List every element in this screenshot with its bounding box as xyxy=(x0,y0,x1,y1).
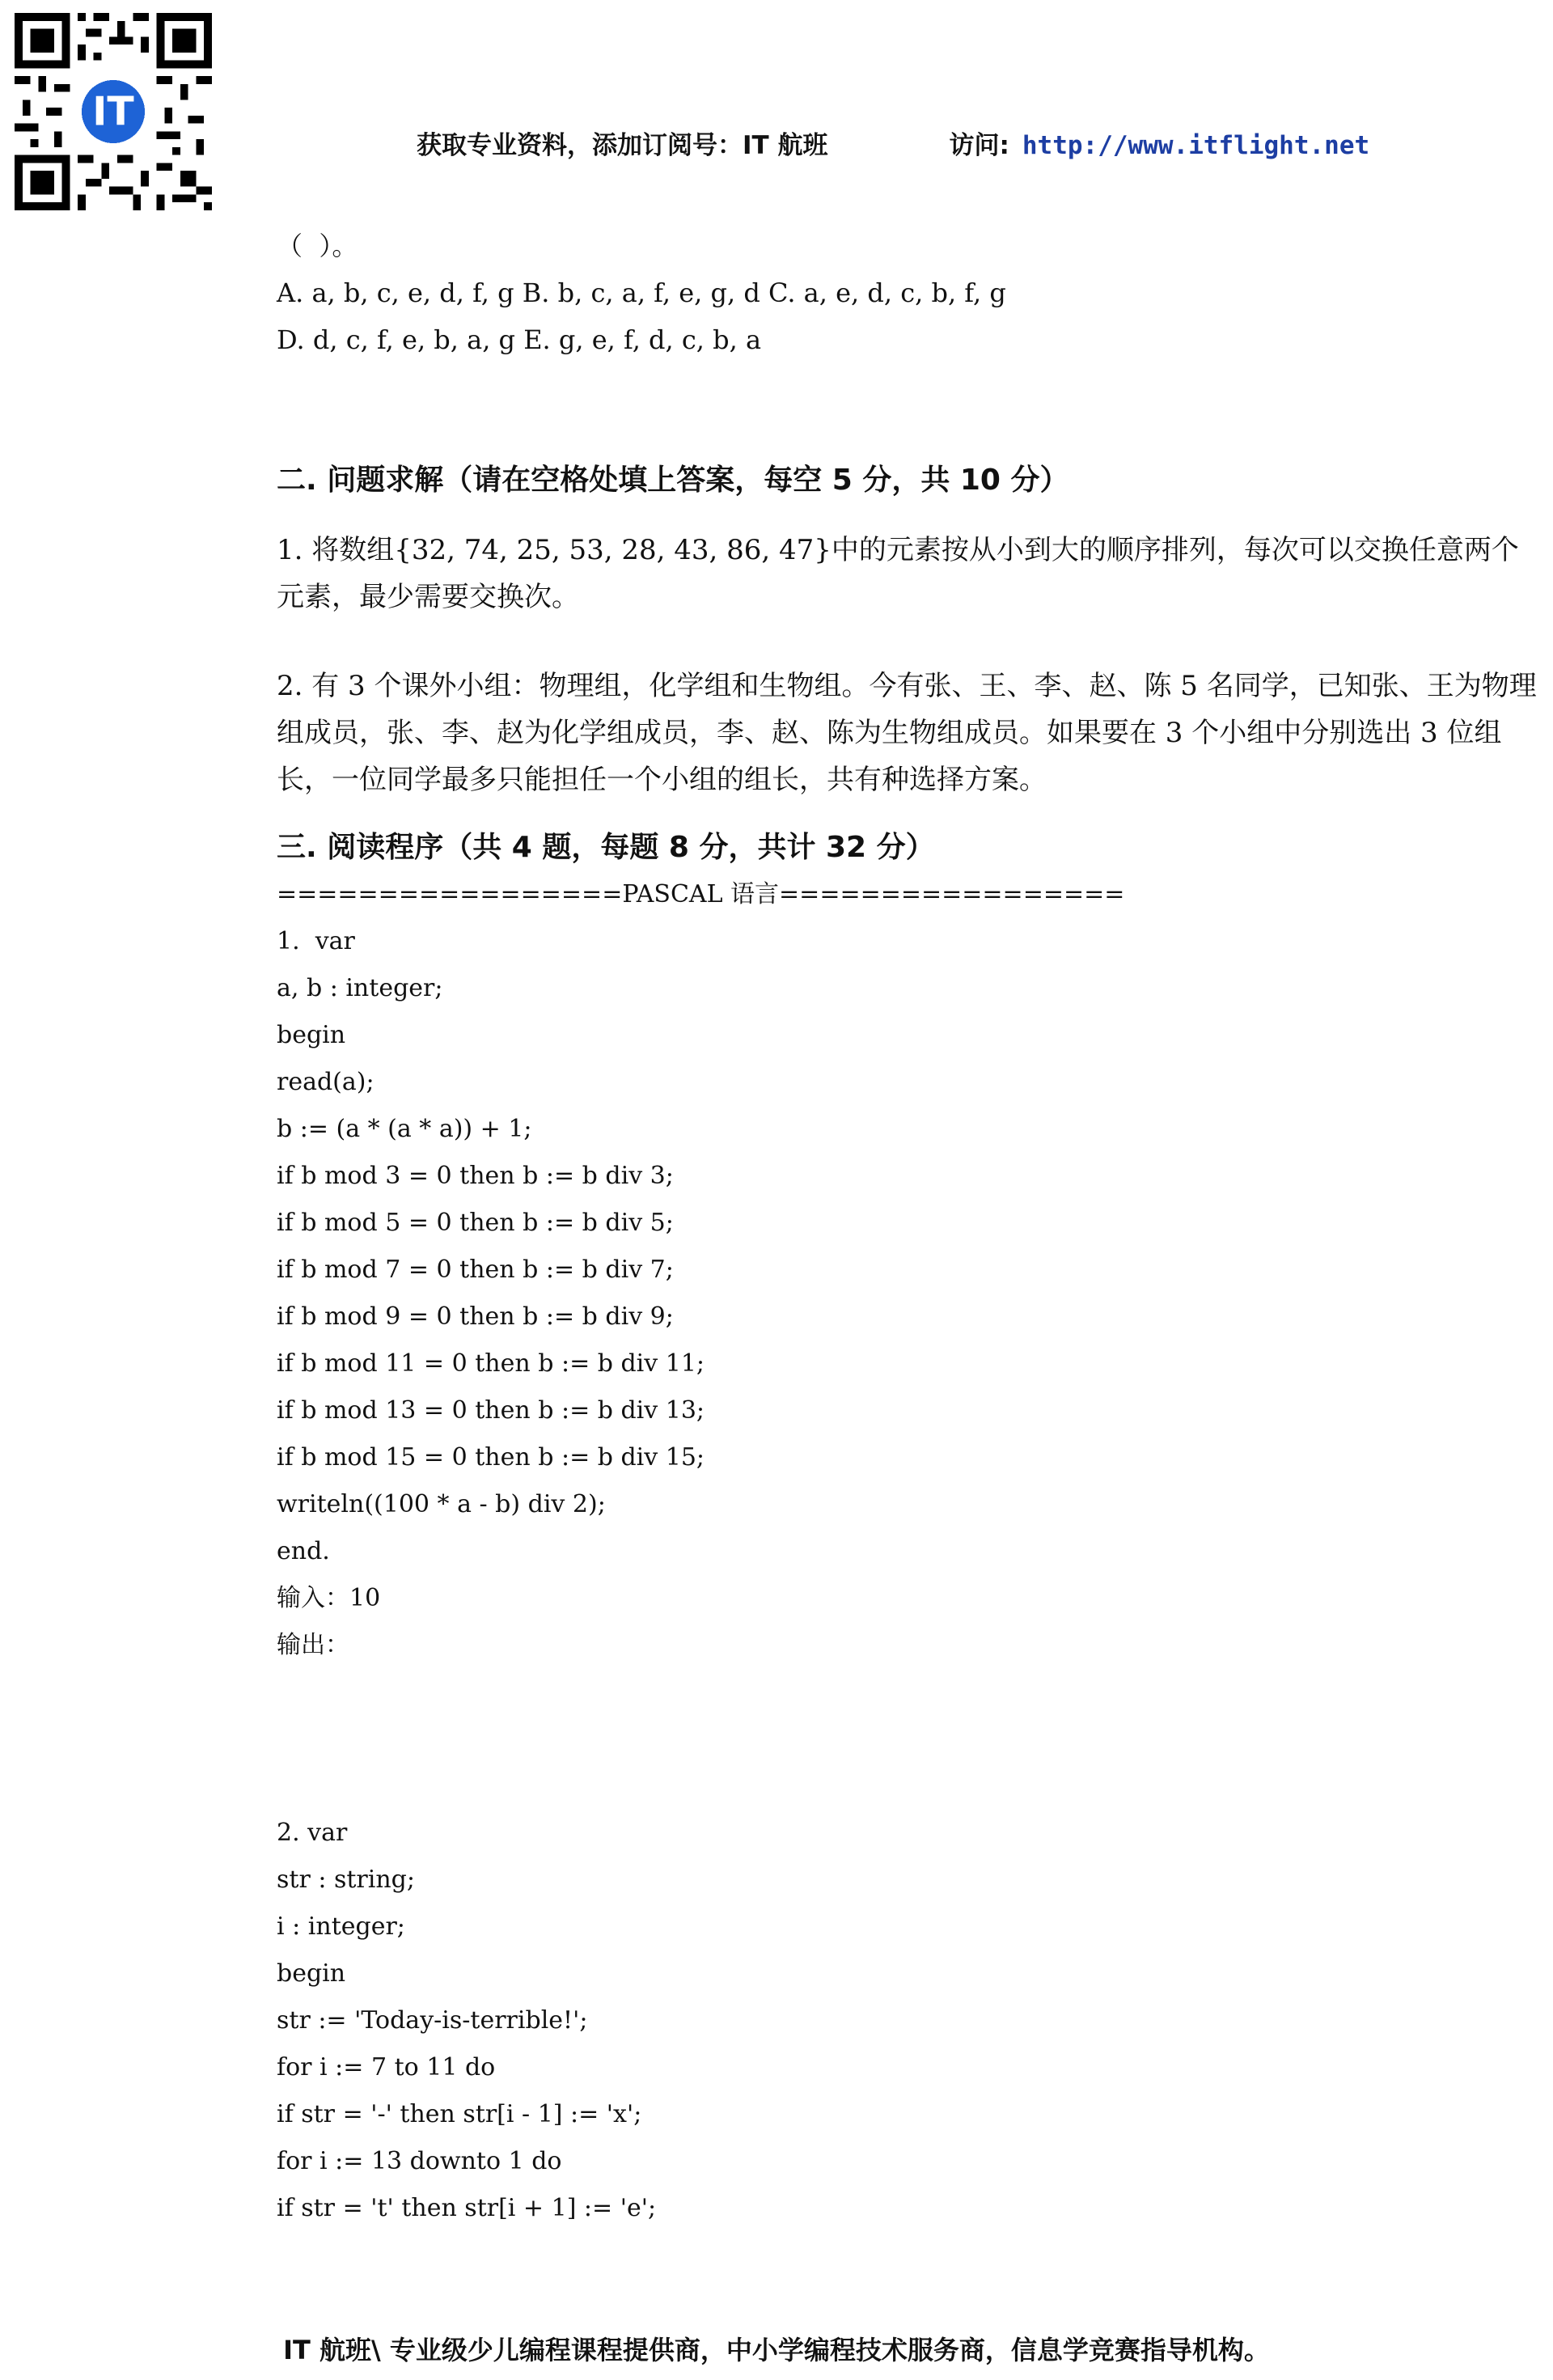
code-line: 1. var xyxy=(277,927,355,955)
section-2-heading: 二. 问题求解（请在空格处填上答案，每空 5 分，共 10 分） xyxy=(277,464,1069,497)
qr-logo-text: IT xyxy=(92,88,134,135)
code-line: str : string; xyxy=(277,1865,415,1894)
code-line: if b mod 13 = 0 then b := b div 13; xyxy=(277,1396,705,1425)
section-3-heading: 三. 阅读程序（共 4 题，每题 8 分，共计 32 分） xyxy=(277,831,935,864)
code-line: writeln((100 * a - b) div 2); xyxy=(277,1490,606,1518)
code-line: begin xyxy=(277,1021,346,1049)
code-line: for i := 13 downto 1 do xyxy=(277,2147,562,2175)
code-line: if str = 't' then str[i + 1] := 'e'; xyxy=(277,2194,657,2222)
language-banner: =================PASCAL 语言================= xyxy=(277,880,1125,908)
code-line: a, b : integer; xyxy=(277,974,443,1002)
code-line: 输入：10 xyxy=(277,1584,381,1612)
code-line: 2. var xyxy=(277,1819,348,1847)
document-body xyxy=(277,222,1538,2232)
code-line: if b mod 5 = 0 then b := b div 5; xyxy=(277,1209,674,1237)
program-2-code xyxy=(277,1810,1538,2232)
program-1-code xyxy=(277,918,1538,1669)
code-line: read(a); xyxy=(277,1068,374,1096)
code-line: if b mod 3 = 0 then b := b div 3; xyxy=(277,1162,674,1190)
options-line-2: D. d, c, f, e, b, a, g E. g, e, f, d, c, b, a xyxy=(277,324,762,355)
page-footer: IT 航班\ 专业级少儿编程课程提供商，中小学编程技术服务商，信息学竞赛指导机构。 xyxy=(283,2335,1270,2365)
code-line: b := (a * (a * a)) + 1; xyxy=(277,1115,532,1143)
code-line: str := 'Today-is-terrible!'; xyxy=(277,2006,588,2035)
problem-1: 1. 将数组{32, 74, 25, 53, 28, 43, 86, 47}中的元素按从小到大的顺序排列，每次可以交换任意两个元素，最少需要交换次。 xyxy=(277,534,1519,613)
code-line: if b mod 7 = 0 then b := b div 7; xyxy=(277,1256,674,1284)
code-line: if b mod 11 = 0 then b := b div 11; xyxy=(277,1349,705,1378)
code-line: for i := 7 to 11 do xyxy=(277,2053,496,2081)
code-line: 输出： xyxy=(277,1631,349,1659)
page-header xyxy=(417,125,1369,161)
code-line: if b mod 9 = 0 then b := b div 9; xyxy=(277,1302,674,1331)
problem-2: 2. 有 3 个课外小组：物理组，化学组和生物组。今有张、王、李、赵、陈 5 名同学，已知张、王为物理组成员，张、李、赵为化学组成员，李、赵、陈为生物组成员。如果要在 3 个小组中分别选出 3 位组长，一位同学最多只能担任一个小组的组长，共有种选择方案。 xyxy=(277,670,1537,796)
website-link[interactable]: http://www.itflight.net xyxy=(1022,131,1370,160)
visit-label: 访问: xyxy=(949,131,1009,160)
code-line: i : integer; xyxy=(277,1912,405,1941)
qr-code-image xyxy=(15,13,212,210)
code-line: begin xyxy=(277,1959,346,1988)
subscribe-text: 获取专业资料，添加订阅号：IT 航班 xyxy=(417,131,828,160)
options-line-1: A. a, b, c, e, d, f, g B. b, c, a, f, e, g, d C. a, e, d, c, b, f, g xyxy=(277,277,1006,308)
question-paren: （ ）。 xyxy=(277,231,358,261)
code-line: if str = '-' then str[i - 1] := 'x'; xyxy=(277,2100,642,2128)
code-line: if b mod 15 = 0 then b := b div 15; xyxy=(277,1443,705,1472)
code-line: end. xyxy=(277,1537,330,1565)
